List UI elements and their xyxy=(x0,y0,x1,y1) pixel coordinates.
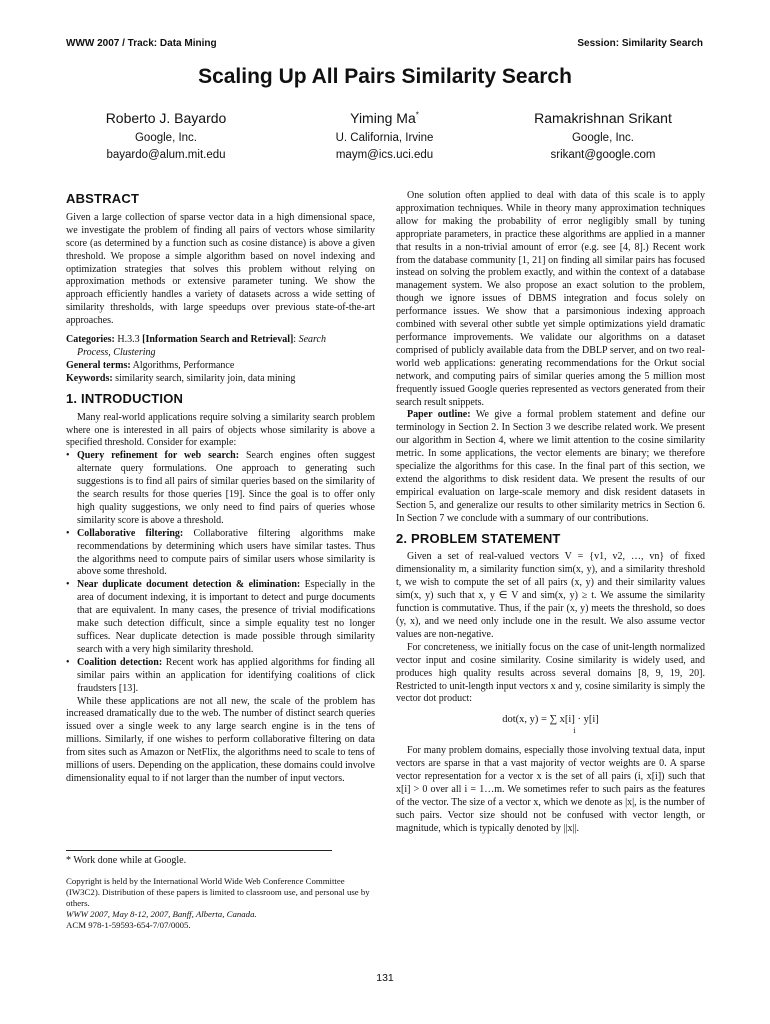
problem-paragraph-2: For concreteness, we initially focus on the case of unit-length normalized vector input and cosine similarity. Cosine similarity is widely used, and produces high quality results across several domains [8, 9, 19, 20]. Restricted to unit-length input vectors x and y, cosine similarity is simply the vector dot product: xyxy=(396,641,705,705)
categories-continued xyxy=(66,347,375,360)
general-terms-line xyxy=(66,360,375,373)
list-item-label: Query refinement for web search: xyxy=(77,450,240,462)
list-item-label: Collaborative filtering: xyxy=(77,527,184,539)
conference-line xyxy=(66,909,375,920)
list-item xyxy=(66,450,375,527)
problem-paragraph-1: Given a set of real-valued vectors V = {v1, v2, …, vn} of fixed dimensionality m, a similarity function sim(x, y), and a similarity threshold t, we wish to compute the set of all pairs (x, y) and their similarity values sim(x, y) such that x, y ∈ V and sim(x, y) ≥ t. We assume the similarity function is commutative. Thus, if the pair (x, y) meets the threshold, so does (y, x), and we need only include one in the result. We also assume vector values are non-negative. xyxy=(396,551,705,640)
categories-colon: : xyxy=(293,334,297,346)
categories-name: [Information Search and Retrieval] xyxy=(142,334,294,346)
categories-subject-cont: Process, Clustering xyxy=(77,346,156,358)
author-affiliation: Google, Inc. xyxy=(134,132,197,144)
right-column xyxy=(396,190,705,836)
author-block xyxy=(66,110,703,164)
list-item-label: Coalition detection: xyxy=(77,656,163,668)
intro-paragraph-1: Many real-world applications require solving a similarity search problem where one is interested in all pairs of objects whose similarity is above a specified threshold. Consider for example: xyxy=(66,411,375,449)
author-email: bayardo@alum.mit.edu xyxy=(106,149,226,161)
author-email: srikant@google.com xyxy=(550,149,656,161)
list-item-text: Especially in the area of document indexing, it is important to detect and purge documents that are equivalent. In many cases, the presence of trivial modifications make such detection difficult, since a simple equality test no longer suffices. Near duplicate detection is made possible through similarity search with a very high similarity threshold. xyxy=(77,579,375,655)
list-item-label: Near duplicate document detection & elimination: xyxy=(77,579,301,591)
author-3 xyxy=(503,110,703,164)
categories-code: H.3.3 xyxy=(117,334,140,346)
keywords-line xyxy=(66,373,375,386)
keywords-label: Keywords: xyxy=(66,372,113,384)
equation-text: dot(x, y) = ∑ x[i] · y[i] xyxy=(502,714,599,726)
abstract-text: Given a large collection of sparse vector data in a high dimensional space, we investigate the problem of finding all pairs of vectors whose similarity score (as determined by a function such as cosine distance) is above a given threshold. We propose a simple algorithm based on novel indexing and optimization strategies that solves this problem without relying on approximation methods or extensive parameter tuning. We show the approach efficiently handles a variety of datasets across a wide setting of similarity thresholds, with large speedups over previous state-of-the-art approaches. xyxy=(66,211,375,327)
list-item xyxy=(66,579,375,656)
author-name: Ramakrishnan Srikant xyxy=(534,110,672,126)
footnote-block xyxy=(66,850,375,931)
list-item-text: Search engines often suggest alternate query formulations. One approach to generating such suggestions is to find all pairs of similar queries based on the similarity of the search results for those queries [19]. Since the goal is to offer only high quality suggestions, we only need to find pairs of queries whose similarity score is above a threshold. xyxy=(77,450,375,526)
categories-line xyxy=(66,334,375,347)
author-1 xyxy=(66,110,266,164)
general-terms-text: Algorithms, Performance xyxy=(132,359,235,371)
metadata-block xyxy=(66,334,375,386)
intro-paragraph-2: While these applications are not all new, the scale of the problem has increased dramatically due to the web. The number of distinct search queries issued over a single week to any large search engine is in the tens of millions. Similarly, if one wishes to perform collaborative filtering on data from sites such as Amazon or NetFlix, the algorithms need to scale to tens of millions of users. Depending on the application, these domains could involve dimensionality equal to if not larger than the number of input vectors. xyxy=(66,695,375,784)
author-name: Yiming Ma xyxy=(350,110,416,126)
acm-line: ACM 978-1-59593-654-7/07/0005. xyxy=(66,920,191,930)
paper-outline-paragraph xyxy=(396,409,705,525)
intro-heading: 1. INTRODUCTION xyxy=(66,390,184,406)
copyright-notice: Copyright is held by the International World Wide Web Conference Committee (IW3C2). Distribution of these papers is limited to classroom use, and personal use by others. xyxy=(66,876,370,908)
approximation-paragraph: One solution often applied to deal with data of this scale is to apply approximation techniques. While in theory many approximation techniques allow for making the probability of error negligibly small by tuning appropriate parameters, in practice these algorithms are applied in a manner that results in a non-trivial amount of error (e.g. see [4, 8].) Recent work from the database community [1, 21] on finding all similar pairs has focused instead on solving the problem exactly, and within the context of a database management system. We also propose an exact solution to the problem, though we ignore issues of DBMS integration and focus solely on performance issues. We show that a parsimonious indexing approach combined with several other subtle yet simple optimizations yield dramatic performance improvements. We validate our algorithms on a dataset comprised of publicly available data from the DBLP server, and on two real-world web applications: generating recommendations for the Orkut social network, and computing pairs of similar queries among the 5 million most frequently issued Google queries represented as vectors generated from their search result snippets. xyxy=(396,190,705,408)
paper-outline-label: Paper outline: xyxy=(407,409,471,421)
header-session: Session: Similarity Search xyxy=(577,38,703,49)
list-item xyxy=(66,657,375,696)
footnote-rule xyxy=(66,850,332,851)
left-column xyxy=(66,190,375,786)
paper-title: Scaling Up All Pairs Similarity Search xyxy=(198,65,572,88)
categories-subject: Search xyxy=(298,334,326,346)
author-footnote-mark: * xyxy=(415,110,419,120)
author-footnote: * Work done while at Google. xyxy=(66,855,187,866)
application-list xyxy=(66,450,375,695)
problem-statement-heading: 2. PROBLEM STATEMENT xyxy=(396,530,561,546)
equation-subscript: i xyxy=(573,726,576,736)
abstract-heading: ABSTRACT xyxy=(66,191,140,206)
general-terms-label: General terms: xyxy=(66,359,131,371)
dot-product-equation xyxy=(396,714,705,735)
problem-paragraph-3: For many problem domains, especially those involving textual data, input vectors are sparse in that a vast majority of vector weights are 0. A sparse vector representation for a vector x is the set of all pairs (i, x[i]) such that x[i] > 0 over all i = 1…m. We sometimes refer to such pairs as the features of the vector. The size of a vector x, which we denote as |x|, is the number of such pairs. Vector size should not be confused with vector length, or magnitude, which is typically denoted by ||x||. xyxy=(396,745,705,834)
paper-outline-text: We give a formal problem statement and define our terminology in Section 2. In Section 3 we describe related work. We present our algorithm in Section 4, where we limit attention to the cosine similarity metric. In some applications, the vector elements are binary; we therefore specialize the algorithms for this case. In the final part of this section, we extend the algorithms to disk resident data. We present the results of our empirical evaluation on large-scale memory and disk resident datasets in Section 5, and generalize our results to other similarity metrics in Section 6. In Section 7 we conclude with a summary of our contributions. xyxy=(396,409,705,524)
page-number: 131 xyxy=(376,972,394,984)
author-affiliation: Google, Inc. xyxy=(571,132,634,144)
conference-text: WWW 2007, May 8-12, 2007, Banff, Alberta, Canada. xyxy=(66,909,257,919)
author-email: maym@ics.uci.edu xyxy=(335,149,434,161)
author-affiliation: U. California, Irvine xyxy=(335,132,434,144)
categories-label: Categories: xyxy=(66,334,115,346)
keywords-text: similarity search, similarity join, data mining xyxy=(115,372,296,384)
author-name: Roberto J. Bayardo xyxy=(105,110,227,126)
list-item xyxy=(66,528,375,580)
header-track: WWW 2007 / Track: Data Mining xyxy=(66,38,217,49)
author-2 xyxy=(285,110,485,164)
running-header xyxy=(66,38,703,49)
list-item-text: Collaborative filtering algorithms make recommendations by determining which users have similar tastes. Thus the algorithms need to compute pairs of similar users whose similarity is above some threshold. xyxy=(77,527,376,578)
list-item-text: Recent work has applied algorithms for finding all similar pairs within an application for identifying coalitions of click fraudsters [13]. xyxy=(77,656,376,694)
